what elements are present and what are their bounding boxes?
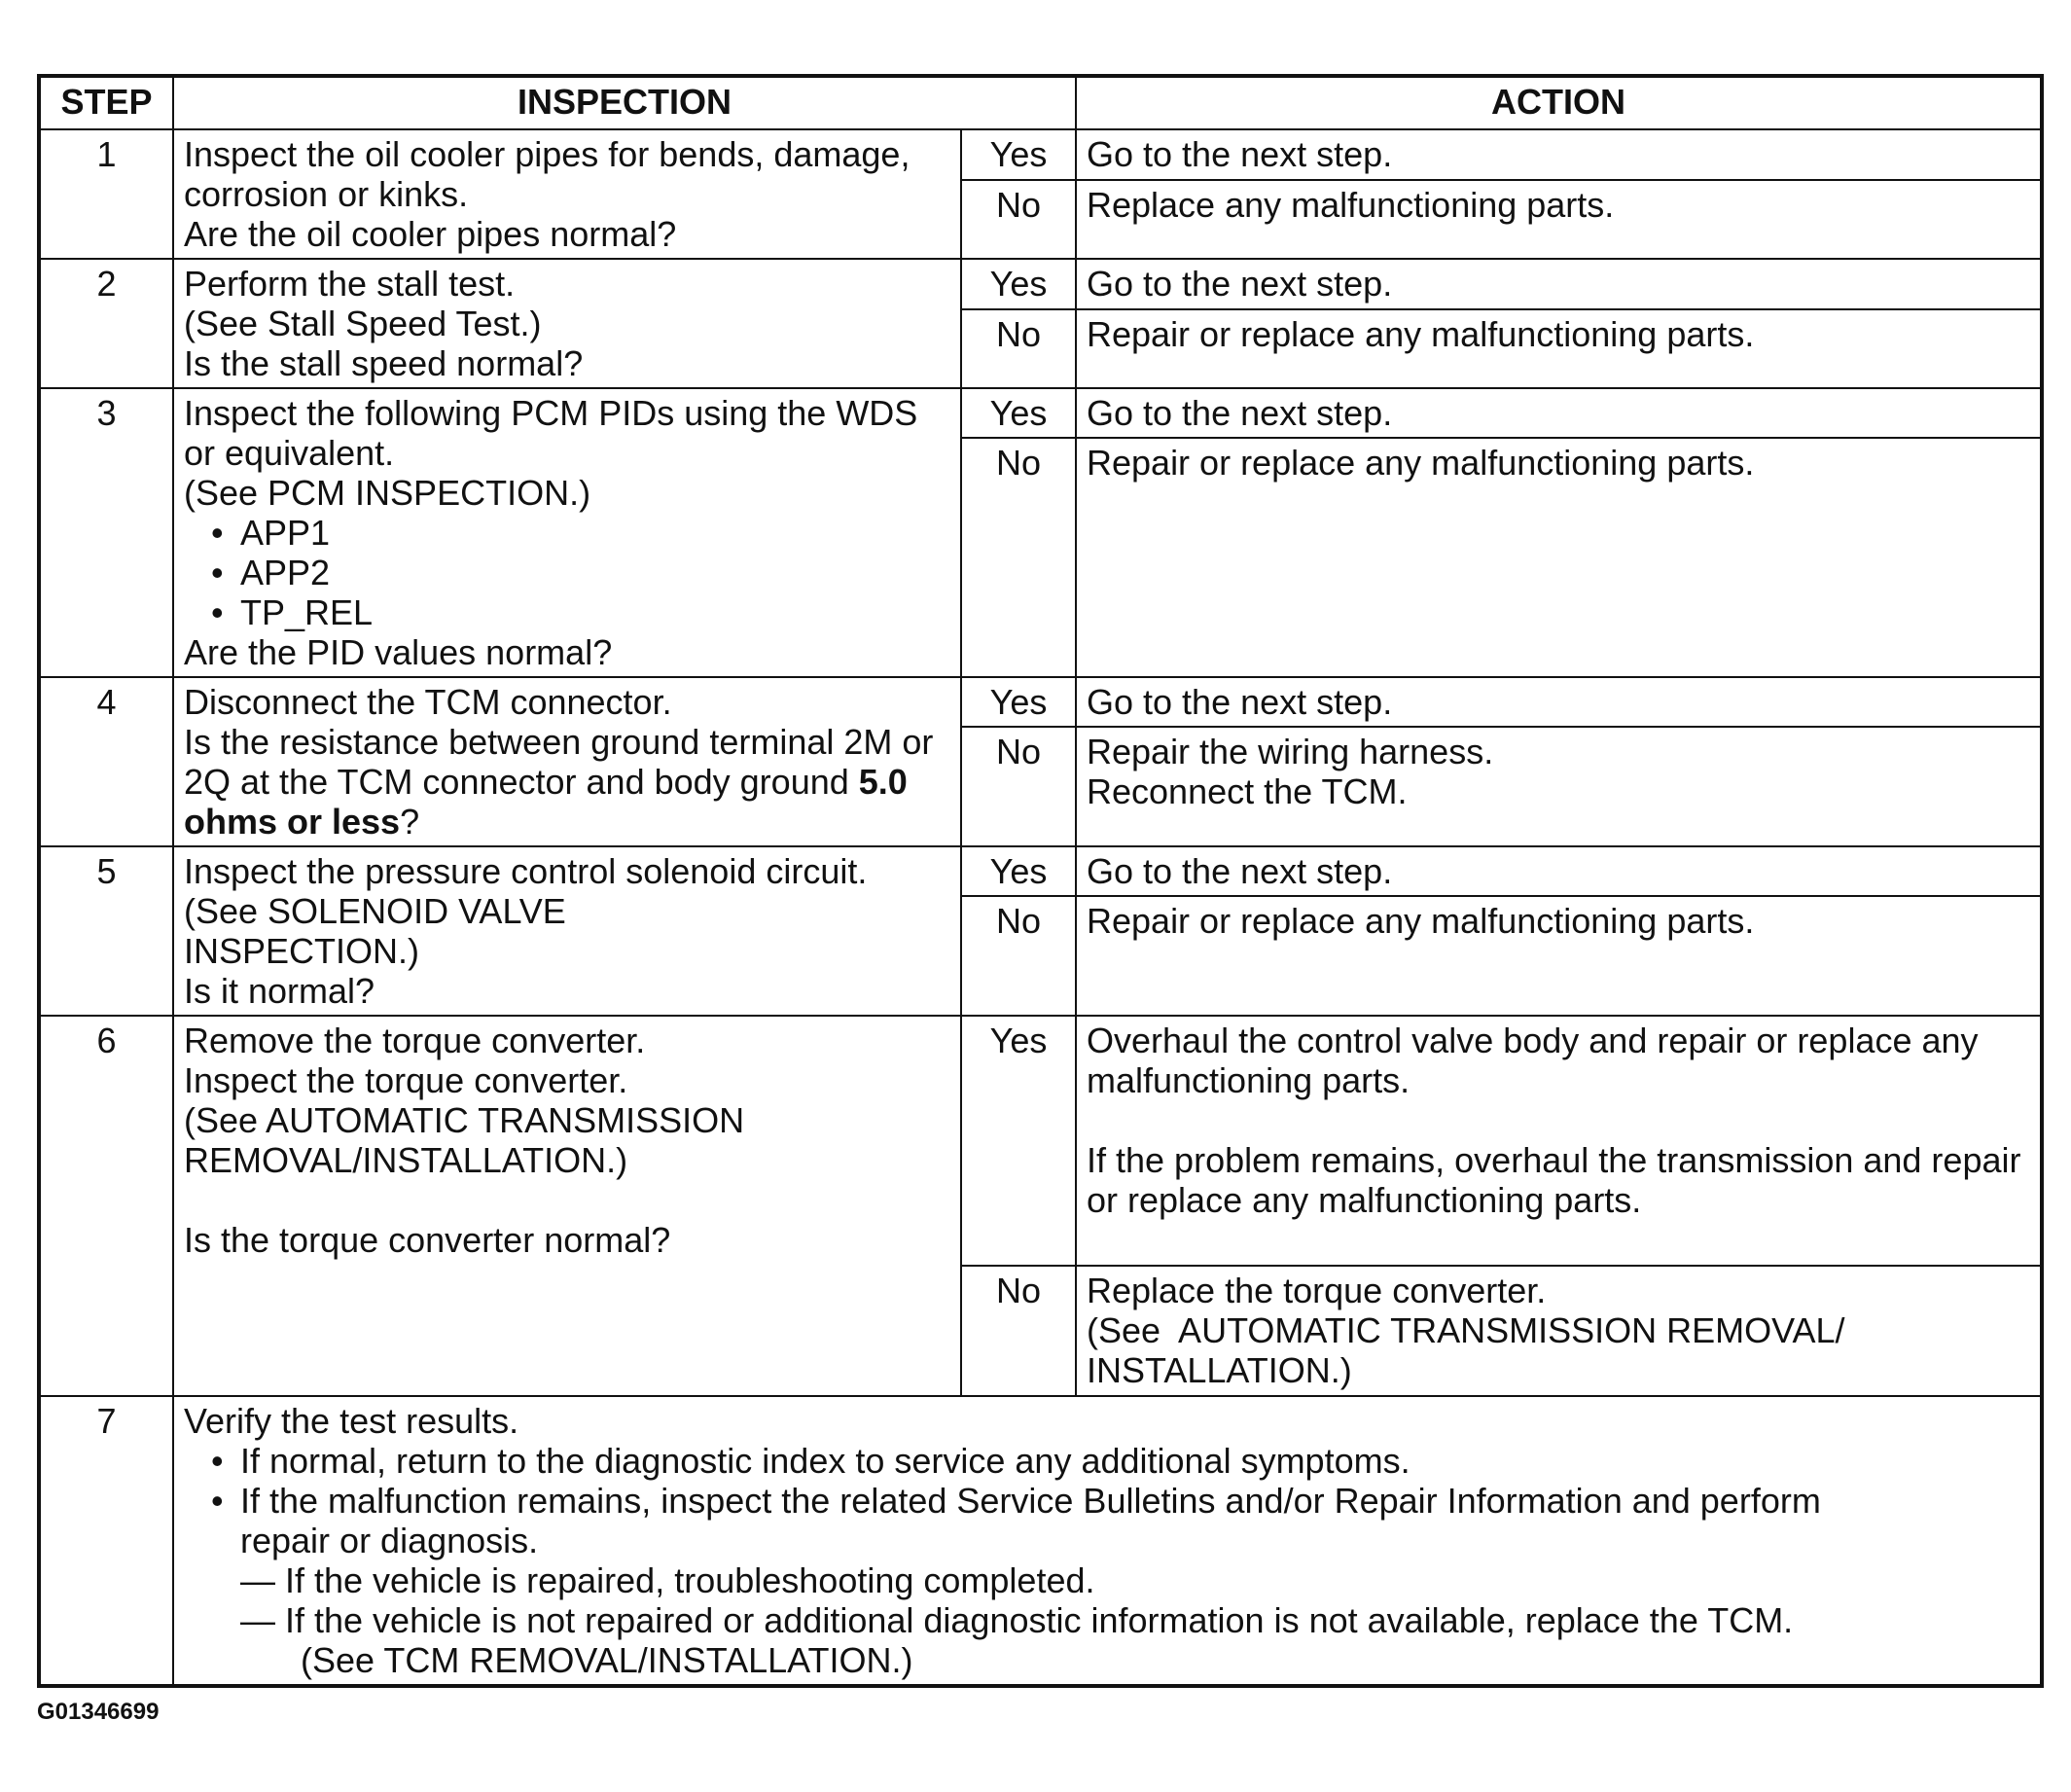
step-1-yes-row [39,129,2042,180]
inspection-line: Inspect the torque converter. [184,1060,628,1100]
action-yes [1076,259,2042,309]
inspection-line: (See Stall Speed Test.) [184,304,542,343]
pid-bullet: • APP2 [184,553,950,592]
step-2-yes-row [39,259,2042,309]
action-line: Reconnect the TCM. [1087,771,1408,812]
verify-dash-item: — If the vehicle is repaired, troubleshooting completed. [240,1560,1095,1600]
inspection-line: (See PCM INSPECTION.) [184,473,591,513]
inspection-line: INSPECTION.) [184,931,420,971]
action-line: or replace any malfunctioning parts. [1087,1180,1642,1220]
diagnostic-procedure [37,74,2040,1688]
step-6-yes-row [39,1016,2042,1266]
inspection-line: Are the oil cooler pipes normal? [184,214,677,254]
action-line: malfunctioning parts. [1087,1060,1410,1100]
action-line: Go to the next step. [1087,393,1393,433]
inspection-line: REMOVAL/INSTALLATION.) [184,1140,628,1180]
answer-no: No [961,727,1076,846]
answer-yes: Yes [961,677,1076,727]
step-number: 1 [39,129,173,259]
action-no [1076,1266,2042,1396]
verify-dash-continuation: (See TCM REMOVAL/INSTALLATION.) [301,1640,913,1680]
resistance-value: 5.0 [858,762,908,802]
action-line: Go to the next step. [1087,264,1393,304]
answer-no: No [961,896,1076,1016]
inspection-line: Is the resistance between ground terminal 2M or [184,722,934,762]
action-line: If the problem remains, overhaul the transmission and repair [1087,1140,2021,1180]
inspection-line: Inspect the oil cooler pipes for bends, damage, [184,134,911,174]
action-no [1076,438,2042,677]
verify-dash-item: — If the vehicle is not repaired or additional diagnostic information is not available, replace the TCM. [240,1600,1794,1640]
answer-yes: Yes [961,129,1076,180]
diagnostic-table [37,74,2044,1688]
action-line: Replace any malfunctioning parts. [1087,184,1615,225]
step-number: 7 [39,1396,173,1686]
action-yes [1076,1016,2042,1266]
action-line: Overhaul the control valve body and repair or replace any [1087,1021,1979,1060]
action-yes [1076,846,2042,896]
verify-bullet: • If the malfunction remains, inspect the related Service Bulletins and/or Repair Information and perform [184,1481,2030,1521]
spacer [1087,1100,2030,1140]
action-no [1076,180,2042,259]
inspection-text [173,259,961,388]
step-7-row [39,1396,2042,1686]
action-yes [1076,677,2042,727]
inspection-line: Remove the torque converter. [184,1021,646,1060]
answer-yes: Yes [961,846,1076,896]
answer-yes: Yes [961,259,1076,309]
inspection-line: Inspect the pressure control solenoid circuit. [184,851,868,891]
question-mark: ? [400,802,420,842]
inspection-line: (See SOLENOID VALVE [184,891,566,931]
action-line: Repair the wiring harness. [1087,732,1494,772]
inspection-text [173,388,961,677]
action-yes [1076,129,2042,180]
inspection-line: Disconnect the TCM connector. [184,682,672,722]
answer-no: No [961,309,1076,388]
answer-yes: Yes [961,388,1076,438]
inspection-text [173,129,961,259]
inspection-line: Is it normal? [184,971,375,1011]
inspection-line-text: 2Q at the TCM connector and body ground [184,762,859,802]
answer-no: No [961,438,1076,677]
header-row [39,76,2042,129]
verify-bullet-continuation: repair or diagnosis. [240,1521,539,1560]
action-line: Go to the next step. [1087,851,1393,891]
header-step: STEP [39,76,173,129]
inspection-question: Are the PID values normal? [184,632,613,672]
inspection-text [173,846,961,1016]
action-line: INSTALLATION.) [1087,1350,1352,1390]
spacer [184,1180,950,1220]
step-number: 6 [39,1016,173,1396]
step-number: 4 [39,677,173,846]
answer-yes: Yes [961,1016,1076,1266]
inspection-line [184,802,950,842]
resistance-unit: ohms or less [184,802,401,842]
action-line: (See AUTOMATIC TRANSMISSION REMOVAL/ [1087,1310,1845,1350]
answer-no: No [961,1266,1076,1396]
action-no [1076,309,2042,388]
action-line: Go to the next step. [1087,682,1393,722]
answer-no: No [961,180,1076,259]
inspection-line: or equivalent. [184,433,395,473]
inspection-line: Is the stall speed normal? [184,343,584,383]
action-line: Replace the torque converter. [1087,1271,1547,1310]
inspection-question: Is the torque converter normal? [184,1220,671,1260]
inspection-text [173,1016,961,1396]
pid-bullet: • APP1 [184,513,950,553]
step-4-yes-row [39,677,2042,727]
verify-bullet: • If normal, return to the diagnostic index to service any additional symptoms. [184,1441,2030,1481]
inspection-line: Perform the stall test. [184,264,516,304]
step-number: 2 [39,259,173,388]
action-line: Go to the next step. [1087,134,1393,174]
action-line: Repair or replace any malfunctioning parts. [1087,443,1755,484]
step-number: 3 [39,388,173,677]
inspection-line: corrosion or kinks. [184,174,469,214]
action-no [1076,727,2042,846]
header-action: ACTION [1076,76,2042,129]
figure-id: G01346699 [37,1699,160,1725]
inspection-line: (See AUTOMATIC TRANSMISSION [184,1100,745,1140]
step-3-yes-row [39,388,2042,438]
step-5-yes-row [39,846,2042,896]
verify-intro: Verify the test results. [184,1401,519,1441]
inspection-line: Inspect the following PCM PIDs using the WDS [184,393,918,433]
header-inspection: INSPECTION [173,76,1076,129]
inspection-line [184,762,950,802]
pid-bullet: • TP_REL [184,592,950,632]
action-line: Repair or replace any malfunctioning parts. [1087,901,1755,942]
verification-text [173,1396,2042,1686]
inspection-text [173,677,961,846]
action-no [1076,896,2042,1016]
action-line: Repair or replace any malfunctioning parts. [1087,313,1755,354]
step-number: 5 [39,846,173,1016]
action-yes [1076,388,2042,438]
